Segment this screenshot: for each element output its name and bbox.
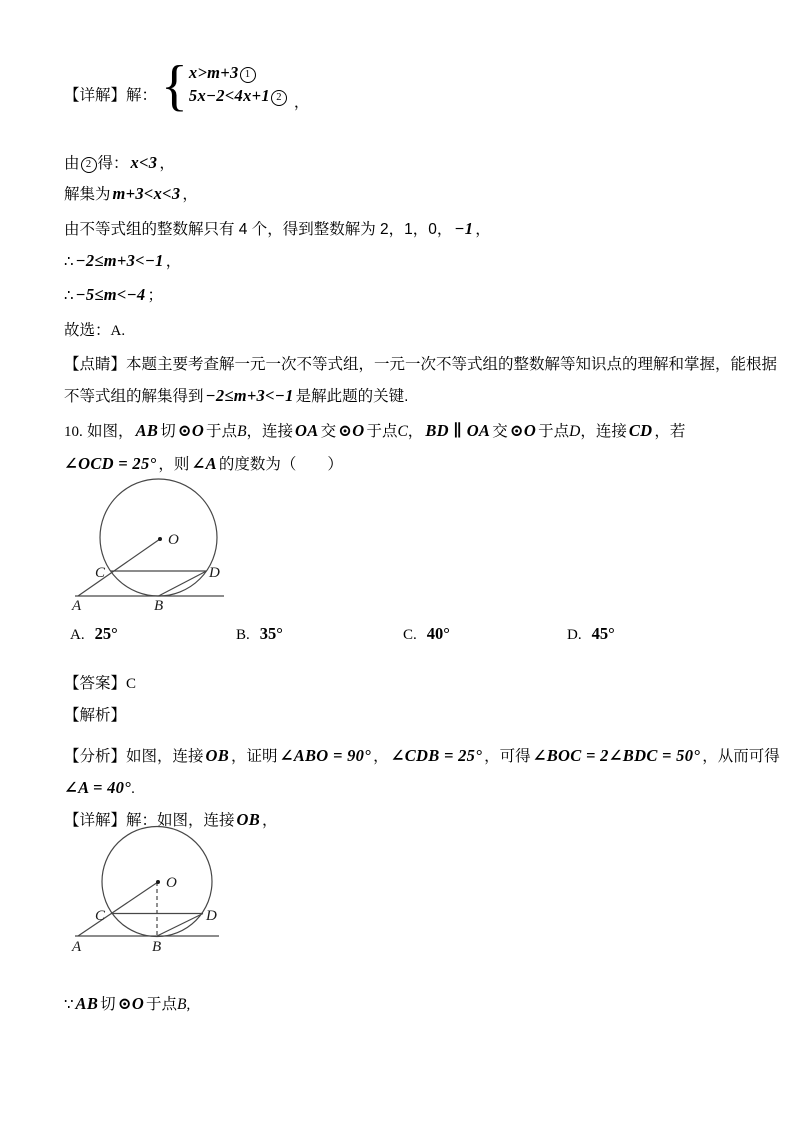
- text-run: 于点: [366, 423, 398, 440]
- text-run: ⊙O: [117, 994, 145, 1013]
- text-run: ∠A: [191, 454, 217, 473]
- text-run: ，可得: [484, 748, 531, 765]
- text-run: 由不等式组的整数解只有 4 个，得到整数解为 2，1，0，: [64, 221, 453, 238]
- inequality-row-2: [189, 85, 288, 108]
- therefore-line-2: [64, 284, 163, 307]
- circled-1-icon: 1: [240, 67, 256, 83]
- text-run: ∠OCD = 25°: [64, 454, 157, 473]
- label-D: D: [209, 565, 220, 581]
- text-run: 10.: [64, 424, 83, 440]
- text-run: −5≤m<−4: [75, 285, 146, 304]
- text-run: BD ∥ OA: [425, 421, 491, 440]
- left-brace-glyph: {: [161, 55, 188, 117]
- text-run: 【点睛】本题主要考查解一元一次不等式组，一元一次不等式组的整数解等知识点的理解和掌握，能根据: [64, 356, 778, 373]
- option-c-value: 40°: [426, 624, 450, 643]
- text-run: ，: [262, 812, 278, 829]
- option-c: [403, 624, 450, 644]
- question-10-stem-line-1: [64, 420, 685, 443]
- text-run: OB: [205, 746, 230, 765]
- text-run: ，: [407, 423, 424, 440]
- option-d-value: 45°: [591, 624, 615, 643]
- text-run: A.: [110, 323, 126, 339]
- text-run: CD: [628, 421, 653, 440]
- text-run: 切: [100, 996, 116, 1013]
- text-run: AB: [135, 421, 159, 440]
- inequality-row-1: [189, 62, 288, 85]
- text-run: C: [126, 676, 137, 692]
- label-O: O: [168, 532, 179, 548]
- detail-label: 【详解】解：: [64, 87, 158, 105]
- option-d: [567, 624, 615, 644]
- analysis-line-1: [64, 745, 780, 768]
- text-run: 于点: [146, 996, 178, 1013]
- text-run: ,: [186, 997, 191, 1013]
- label-A: A: [72, 598, 82, 612]
- text-run: 【详解】解：如图，连接: [64, 812, 235, 829]
- text-run: 于点: [538, 423, 570, 440]
- text-run: ∴: [64, 288, 74, 304]
- text-run: 得：: [97, 155, 129, 172]
- text-run: 解集为: [64, 186, 111, 203]
- label-D: D: [206, 908, 217, 924]
- option-b: [236, 624, 283, 644]
- text-run: ，: [165, 253, 182, 270]
- text-run: ⊙O: [509, 421, 537, 440]
- answer-line: [64, 673, 136, 695]
- center-point-O: [158, 537, 162, 541]
- text-run: −1: [454, 219, 474, 238]
- therefore-line-1: [64, 250, 181, 273]
- text-run: B: [177, 996, 187, 1013]
- inequality-1-expression: x>m+3: [188, 63, 239, 83]
- label-O: O: [166, 875, 177, 891]
- text-run: ∠ABO = 90°: [279, 746, 372, 765]
- text-run: 切: [160, 423, 176, 440]
- text-run: m+3<x<3: [112, 184, 181, 203]
- key-point-note-line-1: [64, 354, 777, 376]
- circled-2-icon: 2: [81, 157, 97, 173]
- text-run: 【分析】如图，连接: [64, 748, 204, 765]
- inequality-2-expression: 5x−2<4x+1: [188, 86, 270, 106]
- text-run: ，: [182, 186, 198, 203]
- text-run: ，: [159, 155, 175, 172]
- circled-2-icon: 2: [271, 90, 287, 106]
- text-run: OA: [295, 421, 319, 440]
- text-run: ∴: [64, 254, 74, 270]
- center-point-O: [156, 880, 160, 884]
- option-b-letter: B.: [236, 627, 250, 643]
- option-a: [70, 624, 118, 644]
- text-run: ，: [373, 748, 389, 765]
- text-run: ，则: [158, 456, 190, 473]
- option-b-value: 35°: [259, 624, 283, 643]
- label-C: C: [95, 908, 106, 924]
- circle-figure-question: [60, 460, 232, 612]
- circle-figure-solution: [60, 820, 232, 960]
- trailing-comma: ，: [293, 94, 310, 112]
- text-run: x<3: [130, 153, 158, 172]
- text-run: −2≤m+3<−1: [205, 386, 294, 405]
- inequality-rows: [189, 62, 288, 108]
- text-run: 的度数为（ ）: [218, 456, 343, 473]
- solution-step-from-2: [64, 152, 175, 175]
- text-run: 不等式组的解集得到: [64, 388, 204, 405]
- text-run: ，连接: [246, 423, 294, 440]
- text-run: ，证明: [231, 748, 278, 765]
- text-run: 【答案】: [64, 675, 127, 692]
- text-run: ∠CDB = 25°: [390, 746, 483, 765]
- label-B: B: [154, 598, 164, 612]
- choose-answer-line: [64, 320, 125, 342]
- line-AO: [78, 539, 160, 596]
- text-run: ∠BOC = 2∠BDC = 50°: [532, 746, 701, 765]
- text-run: OB: [236, 810, 261, 829]
- text-run: 如图，: [82, 423, 134, 440]
- text-run: ∵: [64, 997, 74, 1013]
- option-c-letter: C.: [403, 627, 417, 643]
- analysis-header: [64, 705, 126, 727]
- label-A: A: [72, 939, 82, 955]
- text-run: ，: [475, 221, 491, 238]
- text-run: 交: [492, 423, 508, 440]
- text-run: ，若: [654, 423, 686, 440]
- text-run: AB: [75, 994, 99, 1013]
- text-run: .: [131, 781, 135, 797]
- text-run: 故选：: [64, 322, 111, 339]
- text-run: −2≤m+3<−1: [75, 251, 164, 270]
- label-B: B: [152, 939, 162, 955]
- text-run: ⊙O: [177, 421, 205, 440]
- text-run: 是解此题的关键.: [295, 388, 409, 405]
- detail-solution-system-line: [64, 55, 310, 117]
- text-run: 【解析】: [64, 707, 127, 724]
- solution-set-line: [64, 183, 198, 206]
- text-run: B: [237, 423, 247, 440]
- integer-solutions-line: [64, 218, 491, 241]
- text-run: 由: [64, 155, 80, 172]
- text-run: ，从而可得: [702, 748, 780, 765]
- text-run: 交: [320, 423, 337, 440]
- text-run: 于点: [206, 423, 238, 440]
- line-AO: [78, 882, 158, 936]
- option-a-letter: A.: [70, 627, 85, 643]
- text-run: ∠A = 40°: [64, 778, 132, 797]
- option-d-letter: D.: [567, 627, 582, 643]
- text-run: D: [569, 423, 581, 440]
- text-run: ；: [147, 287, 163, 304]
- circle-O: [100, 479, 217, 596]
- key-point-note-line-2: [64, 385, 408, 408]
- text-run: ，连接: [580, 423, 627, 440]
- chord-BD: [159, 571, 207, 596]
- text-run: C: [397, 423, 408, 440]
- text-run: ⊙O: [338, 421, 365, 440]
- proof-since-line: [64, 993, 190, 1016]
- analysis-line-2: [64, 777, 135, 800]
- chord-BD: [157, 914, 203, 937]
- label-C: C: [95, 565, 106, 581]
- option-a-value: 25°: [94, 624, 118, 643]
